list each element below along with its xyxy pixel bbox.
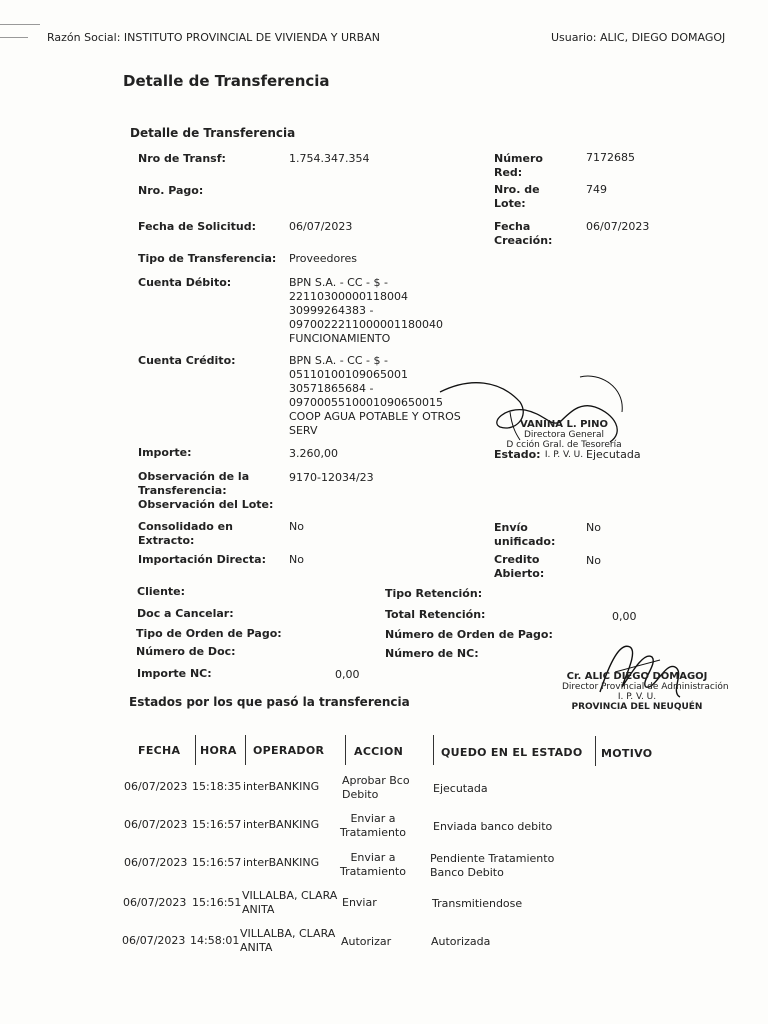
credito-abierto-label: Credito Abierto: xyxy=(494,553,545,580)
tipo-orden-pago-label: Tipo de Orden de Pago: xyxy=(136,627,282,640)
numero-orden-pago-label: Número de Orden de Pago: xyxy=(385,628,553,641)
cuenta-credito-label: Cuenta Crédito: xyxy=(138,354,236,367)
col-hora: HORA xyxy=(200,744,237,757)
stamp-alic-line3: PROVINCIA DEL NEUQUÉN xyxy=(571,702,703,712)
numero-red-label: Número Red: xyxy=(494,152,543,179)
estados-title: Estados por los que pasó la transferencia xyxy=(129,695,410,709)
stamp-pino-name: VANINA L. PINO xyxy=(519,419,609,430)
usuario: Usuario: ALIC, DIEGO DOMAGOJ xyxy=(551,31,726,44)
col-divider xyxy=(595,736,596,766)
importe-nc-value: 0,00 xyxy=(335,668,360,681)
row-1-hora: 15:18:35 xyxy=(192,780,242,793)
row-1-estado: Ejecutada xyxy=(433,782,488,795)
nro-lote-label: Nro. de Lote: xyxy=(494,183,540,210)
consolidado-value: No xyxy=(289,520,304,533)
col-divider xyxy=(245,735,246,765)
stamp-alic-line2: I. P. V. U. xyxy=(617,692,657,702)
scan-mark xyxy=(0,37,28,38)
page-title: Detalle de Transferencia xyxy=(123,72,330,90)
observacion-lote-label: Observación del Lote: xyxy=(138,498,274,511)
row-1-accion: Aprobar Bco Debito xyxy=(342,774,410,801)
importe-nc-label: Importe NC: xyxy=(137,667,212,680)
stamp-alic xyxy=(562,671,729,712)
numero-doc-label: Número de Doc: xyxy=(136,645,236,658)
row-3-fecha: 06/07/2023 xyxy=(124,856,188,869)
importe-value: 3.260,00 xyxy=(289,447,338,460)
total-retencion-label: Total Retención: xyxy=(385,608,486,621)
col-fecha: FECHA xyxy=(138,744,181,757)
stamp-pino xyxy=(494,420,634,460)
numero-nc-label: Número de NC: xyxy=(385,647,479,660)
col-divider xyxy=(345,735,346,765)
stamp-pino-line3: I. P. V. U. xyxy=(544,450,584,460)
row-2-operador: interBANKING xyxy=(243,818,320,831)
row-3-accion: Enviar a Tratamiento xyxy=(340,851,406,878)
row-5-fecha: 06/07/2023 xyxy=(122,934,186,947)
row-2-fecha: 06/07/2023 xyxy=(124,818,188,831)
tipo-transferencia-label: Tipo de Transferencia: xyxy=(138,252,277,265)
estado-value: Ejecutada xyxy=(586,448,641,461)
nro-transf-label: Nro de Transf: xyxy=(138,152,226,165)
cuenta-credito-value: BPN S.A. - CC - $ - 05110100109065001 30571865684 - 0970005510001090650015 COOP AGUA POTABLE Y OTROS SERV xyxy=(289,354,461,437)
cliente-label: Cliente: xyxy=(137,585,186,598)
importacion-directa-label: Importación Directa: xyxy=(138,553,266,566)
row-1-operador: interBANKING xyxy=(243,780,320,793)
cuenta-debito-label: Cuenta Débito: xyxy=(138,276,232,289)
importe-label: Importe: xyxy=(138,446,192,459)
col-operador: OPERADOR xyxy=(253,744,325,757)
row-4-accion: Enviar xyxy=(342,896,377,909)
scan-mark xyxy=(0,24,40,25)
razon-social: Razón Social: INSTITUTO PROVINCIAL DE VIVIENDA Y URBAN xyxy=(47,31,380,44)
nro-transf-value: 1.754.347.354 xyxy=(289,152,370,165)
doc-cancelar-label: Doc a Cancelar: xyxy=(137,607,234,620)
envio-unificado-value: No xyxy=(586,521,601,534)
col-divider xyxy=(195,735,196,765)
estado-label: Estado: xyxy=(494,448,541,461)
fecha-creacion-label: Fecha Creación: xyxy=(494,220,553,247)
col-estado: QUEDO EN EL ESTADO xyxy=(441,746,583,759)
cuenta-debito-value: BPN S.A. - CC - $ - 22110300000118004 30999264383 - 0970022211000001180040 FUNCIONAMIENTO xyxy=(289,276,443,345)
row-4-fecha: 06/07/2023 xyxy=(123,896,187,909)
col-motivo: MOTIVO xyxy=(601,747,653,760)
nro-pago-label: Nro. Pago: xyxy=(138,184,204,197)
observacion-transferencia-label: Observación de la Transferencia: xyxy=(138,470,250,497)
fecha-solicitud-value: 06/07/2023 xyxy=(289,220,353,233)
tipo-retencion-label: Tipo Retención: xyxy=(385,587,483,600)
importacion-directa-value: No xyxy=(289,553,304,566)
section-title: Detalle de Transferencia xyxy=(130,126,296,140)
envio-unificado-label: Envío unificado: xyxy=(494,521,556,548)
row-2-accion: Enviar a Tratamiento xyxy=(340,812,406,839)
row-4-estado: Transmitiendose xyxy=(432,897,523,910)
row-5-operador: VILLALBA, CLARA ANITA xyxy=(240,927,336,954)
row-5-estado: Autorizada xyxy=(431,935,491,948)
stamp-pino-line2: D cción Gral. de Tesorería xyxy=(506,440,622,450)
tipo-transferencia-value: Proveedores xyxy=(289,252,357,265)
row-5-hora: 14:58:01 xyxy=(190,934,240,947)
nro-lote-value: 749 xyxy=(586,183,607,196)
numero-red-value: 7172685 xyxy=(586,151,635,164)
stamp-pino-line1: Directora General xyxy=(524,430,604,440)
col-divider xyxy=(433,735,434,765)
observacion-transferencia-value: 9170-12034/23 xyxy=(289,471,374,484)
row-2-estado: Enviada banco debito xyxy=(433,820,553,833)
row-4-operador: VILLALBA, CLARA ANITA xyxy=(242,889,338,916)
fecha-creacion-value: 06/07/2023 xyxy=(586,220,650,233)
col-accion: ACCION xyxy=(354,745,404,758)
row-5-accion: Autorizar xyxy=(341,935,392,948)
row-2-hora: 15:16:57 xyxy=(192,818,242,831)
stamp-alic-line1: Director Provincial de Administración xyxy=(562,682,729,692)
row-4-hora: 15:16:51 xyxy=(192,896,242,909)
credito-abierto-value: No xyxy=(586,554,601,567)
total-retencion-value: 0,00 xyxy=(612,610,637,623)
consolidado-label: Consolidado en Extracto: xyxy=(138,520,233,547)
stamp-alic-name: Cr. ALIC DIEGO DOMAGOJ xyxy=(566,671,708,682)
row-1-fecha: 06/07/2023 xyxy=(124,780,188,793)
fecha-solicitud-label: Fecha de Solicitud: xyxy=(138,220,256,233)
row-3-estado: Pendiente Tratamiento Banco Debito xyxy=(430,852,555,879)
row-3-hora: 15:16:57 xyxy=(192,856,242,869)
row-3-operador: interBANKING xyxy=(243,856,320,869)
